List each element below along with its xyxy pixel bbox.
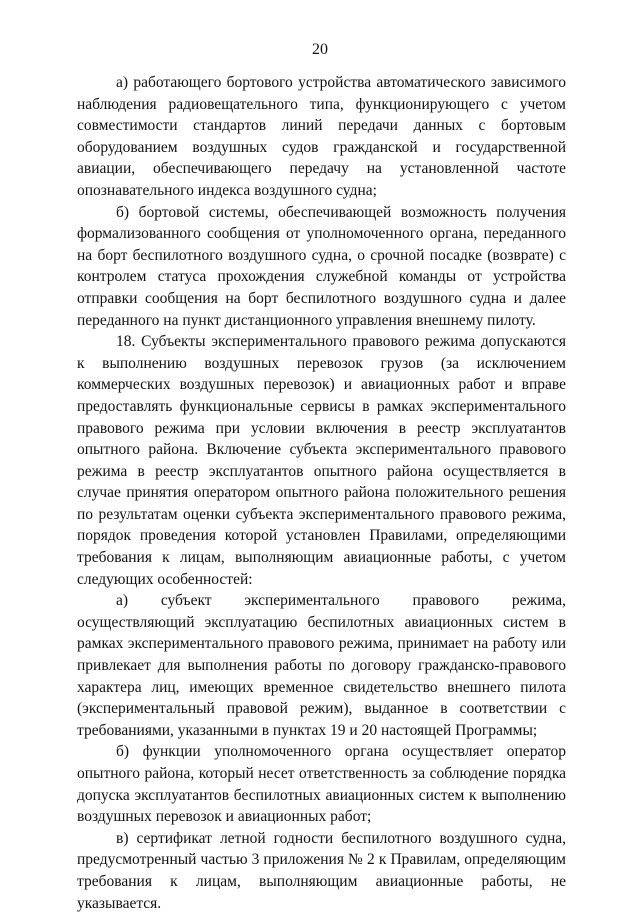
- paragraph-18: 18. Субъекты экспериментального правового режима допускаются к выполнению воздушных перевозок грузов (за исключением коммерческих воздушных перевозок) и авиационных работ и вправе предоставлять функциональные сервисы в рамках экспериментального правового режима при условии включения в реестр эксплуатантов опытного района. Включение субъекта экспериментального правового режима в реестр эксплуатантов опытного района осуществляется в случае принятия оператором опытного района положительного решения по результатам оценки субъекта экспериментального правового режима, порядок проведения которой установлен Правилами, определяющими требования к лицам, выполняющим авиационные работы, с учетом следующих особенностей:: [77, 333, 566, 588]
- paragraph-18b: б) функции уполномоченного органа осуществляет оператор опытного района, который несет ответственность за соблюдение порядка допуска эксплуатантов беспилотных авиационных систем к выполнению воздушных перевозок и авиационных работ;: [77, 743, 566, 826]
- document-body: [77, 72, 566, 914]
- paragraph-18a: а) субъект экспериментального правового режима, осуществляющий эксплуатацию беспилотных авиационных систем в рамках экспериментального правового режима, принимает на работу или привлекает для выполнения работы по договору гражданско-правового характера лиц, имеющих временное свидетельство внешнего пилота (экспериментальный правовой режим), выданное в соответствии с требованиями, указанными в пунктах 19 и 20 настоящей Программы;: [77, 592, 566, 739]
- paragraph-1a: а) работающего бортового устройства автоматического зависимого наблюдения радиовещательного типа, функционирующего с учетом совместимости стандартов линий передачи данных с бортовым оборудованием воздушных судов гражданской и государственной авиации, обеспечивающего передачу на установленной частоте опознавательного индекса воздушного судна;: [77, 74, 566, 199]
- paragraph-18v: в) сертификат летной годности беспилотного воздушного судна, предусмотренный частью 3 приложения № 2 к Правилам, определяющим требования к лицам, выполняющим авиационные работы, не указывается.: [77, 829, 566, 912]
- paragraph-1b: б) бортовой системы, обеспечивающей возможность получения формализованного сообщения от уполномоченного органа, переданного на борт беспилотного воздушного судна, о срочной посадке (возврате) с контролем статуса прохождения служебной команды от устройства отправки сообщения на борт беспилотного воздушного судна и далее переданного на пункт дистанционного управления внешнему пилоту.: [77, 203, 566, 329]
- page-number: 20: [312, 41, 328, 58]
